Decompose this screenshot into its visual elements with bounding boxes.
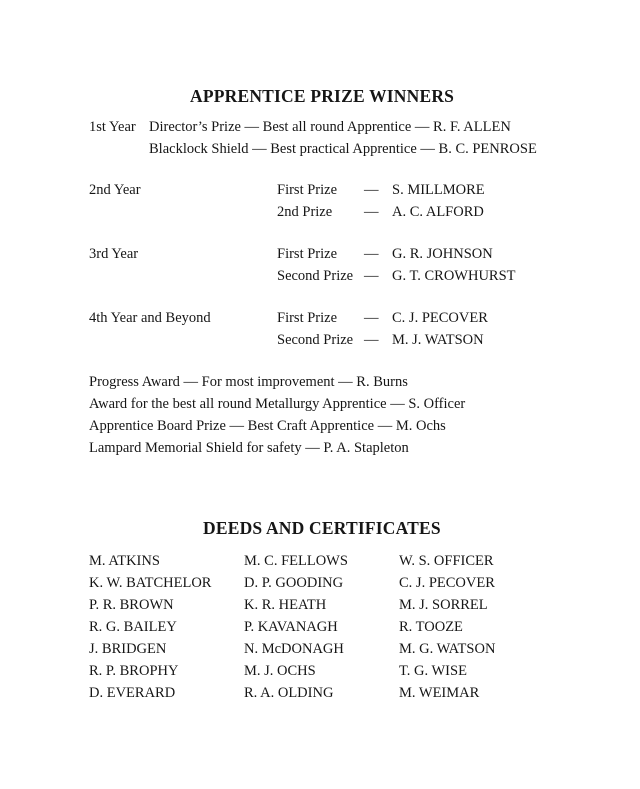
prize-name: 2nd Prize [277, 204, 333, 220]
prize-name: First Prize [277, 310, 338, 326]
certificate-name: C. J. PECOVER [399, 575, 495, 591]
certificate-name: M. J. OCHS [244, 663, 316, 679]
award-line: Lampard Memorial Shield for safety — P. A. Stapleton [89, 440, 409, 456]
prize-dash: — [364, 182, 379, 198]
certificate-name: M. G. WATSON [399, 641, 496, 657]
prize-dash: — [364, 332, 379, 348]
prize-dash: — [364, 246, 379, 262]
certificate-name: K. W. BATCHELOR [89, 575, 212, 591]
prize-name: Second Prize [277, 332, 354, 348]
prizes-title: APPRENTICE PRIZE WINNERS [190, 86, 455, 106]
prize-dash: — [364, 310, 379, 326]
winner-name: M. J. WATSON [392, 332, 484, 348]
award-line: Award for the best all round Metallurgy Apprentice — S. Officer [89, 396, 466, 412]
year-label: 3rd Year [89, 246, 139, 262]
award-line: Apprentice Board Prize — Best Craft Apprentice — M. Ochs [89, 418, 446, 434]
certificate-name: R. G. BAILEY [89, 619, 177, 635]
winner-name: A. C. ALFORD [392, 204, 484, 220]
certificate-name: M. C. FELLOWS [244, 553, 348, 569]
prize-dash: — [364, 204, 379, 220]
certificate-name: D. EVERARD [89, 685, 176, 701]
prize-name: Second Prize [277, 268, 354, 284]
year-label: 4th Year and Beyond [89, 310, 211, 326]
certificate-name: P. KAVANAGH [244, 619, 338, 635]
certificate-name: N. McDONAGH [244, 641, 344, 657]
blacklock-shield-line: Blacklock Shield — Best practical Apprentice — B. C. PENROSE [149, 141, 537, 157]
award-line: Progress Award — For most improvement — R. Burns [89, 374, 408, 390]
certificate-name: M. J. SORREL [399, 597, 488, 613]
winner-name: C. J. PECOVER [392, 310, 488, 326]
certificate-name: M. ATKINS [89, 553, 160, 569]
certificate-name: J. BRIDGEN [89, 641, 167, 657]
certificate-name: T. G. WISE [399, 663, 467, 679]
certificate-name: R. A. OLDING [244, 685, 334, 701]
certificate-name: K. R. HEATH [244, 597, 327, 613]
first-year-label: 1st Year [89, 119, 136, 135]
certificate-name: R. P. BROPHY [89, 663, 179, 679]
certificate-name: W. S. OFFICER [399, 553, 494, 569]
year-label: 2nd Year [89, 182, 141, 198]
prize-name: First Prize [277, 246, 338, 262]
directors-prize-line: Director’s Prize — Best all round Apprentice — R. F. ALLEN [149, 119, 511, 135]
winner-name: G. T. CROWHURST [392, 268, 516, 284]
winner-name: G. R. JOHNSON [392, 246, 493, 262]
certificate-name: M. WEIMAR [399, 685, 480, 701]
certificate-name: P. R. BROWN [89, 597, 174, 613]
certificate-name: D. P. GOODING [244, 575, 344, 591]
certificate-name: R. TOOZE [399, 619, 463, 635]
prize-dash: — [364, 268, 379, 284]
winner-name: S. MILLMORE [392, 182, 485, 198]
prize-name: First Prize [277, 182, 338, 198]
deeds-title: DEEDS AND CERTIFICATES [203, 518, 441, 538]
